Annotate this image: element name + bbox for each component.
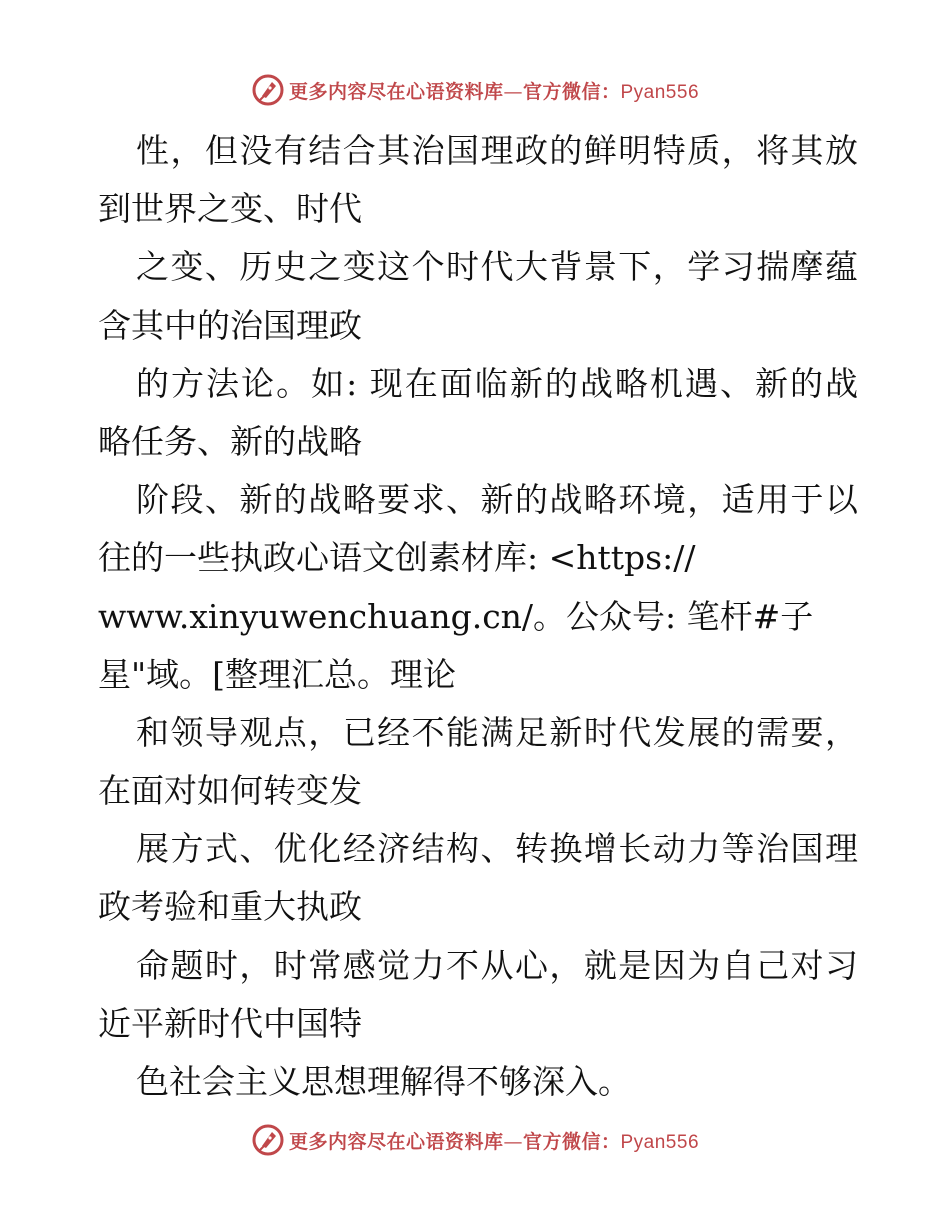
text-line: 的方法论。如: 现在面临新的战略机遇、新的战: [136, 363, 858, 403]
body-text: [98, 122, 858, 1111]
text-line: 近平新时代中国特: [98, 1003, 362, 1043]
header-banner-text: 更多内容尽在心语资料库—官方微信：Pyan556: [288, 80, 700, 103]
text-line: www.xinyuwenchuang.cn/。公众号: 笔杆#子: [98, 596, 814, 636]
text-line: 性，但没有结合其治国理政的鲜明特质，将其放: [136, 131, 858, 170]
text-line: 含其中的治国理政: [98, 305, 362, 345]
text-line: 政考验和重大执政: [98, 887, 362, 927]
footer-banner: [0, 1120, 950, 1160]
text-line: 色社会主义思想理解得不够深入。: [136, 1062, 631, 1101]
text-line: 在面对如何转变发: [98, 771, 362, 811]
text-line: 和领导观点，已经不能满足新时代发展的需要，: [136, 712, 858, 752]
header-banner: [0, 70, 950, 110]
text-line: 略任务、新的战略: [98, 421, 362, 461]
text-line: 阶段、新的战略要求、新的战略环境，适用于以: [136, 480, 858, 520]
text-line: 之变、历史之变这个时代大背景下，学习揣摩蕴: [136, 247, 858, 287]
text-line: 往的一些执政心语文创素材库: <https://: [98, 538, 696, 578]
text-line: 展方式、优化经济结构、转换增长动力等治国理: [136, 829, 858, 869]
text-line: 命题时，时常感觉力不从心，就是因为自己对习: [136, 945, 858, 985]
wechat-id: Pyan556: [620, 1131, 700, 1153]
pen-nib-circle-icon: [251, 73, 285, 107]
wechat-id: Pyan556: [620, 81, 700, 103]
text-line: 星"域。[整理汇总。理论: [98, 654, 457, 694]
footer-banner-text: 更多内容尽在心语资料库—官方微信：Pyan556: [288, 1130, 700, 1153]
pen-nib-circle-icon: [251, 1123, 285, 1157]
text-line: 到世界之变、时代: [98, 189, 362, 229]
